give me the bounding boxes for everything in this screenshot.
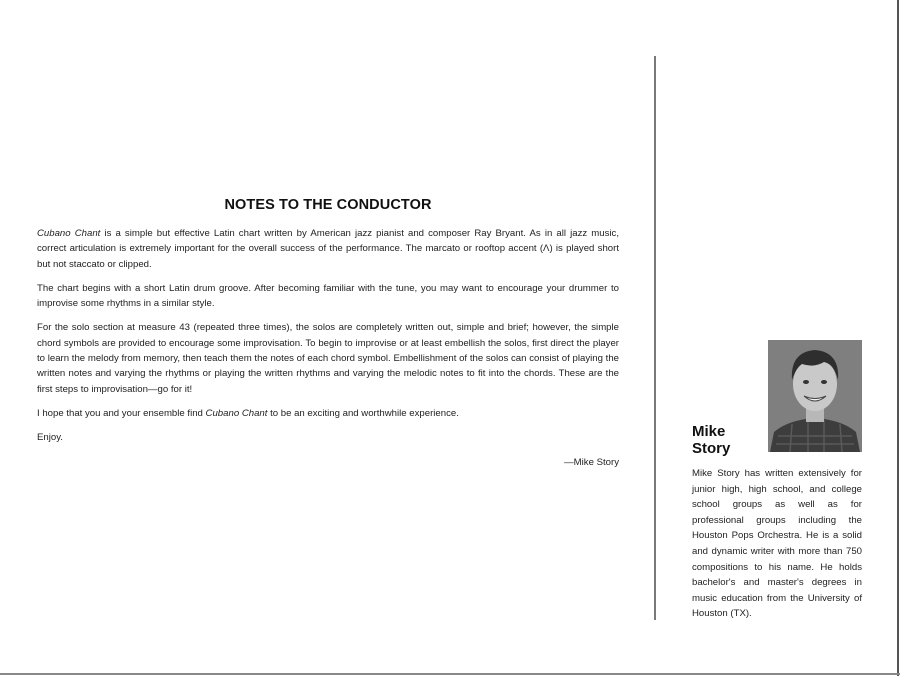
column-divider [654, 56, 656, 620]
page-edge-right [897, 0, 899, 676]
piece-title: Cubano Chant [205, 407, 268, 419]
paragraph-1-text: is a simple but effective Latin chart written by American jazz pianist and composer Ray Bryant. As in all jazz music, correct articulation is extremely important for the overall success of the performance. The marcato or rooftop accent (Λ) is played short but not staccato or clipped. [37, 228, 620, 270]
paragraph-4-before: I hope that you and your ensemble find [37, 407, 206, 419]
notes-section [37, 197, 619, 479]
notes-paragraph-4 [37, 406, 619, 421]
page-edge-bottom [0, 673, 900, 675]
notes-heading: NOTES TO THE CONDUCTOR [224, 197, 432, 213]
bio-last-name: Story [692, 440, 731, 457]
notes-signature: —Mike Story [564, 456, 619, 468]
piece-title: Cubano Chant [37, 228, 101, 239]
bio-first-name: Mike [692, 423, 726, 440]
notes-paragraph-5: Enjoy. [37, 432, 63, 444]
bio-text: Mike Story has written extensively for junior high, high school, and college school groups as well as for professional groups including the Houston Pops Orchestra. He is a solid and dynamic writer with more than 750 compositions to his name. He holds bachelor's and master's degrees in music education from the University of Houston (TX). [692, 468, 862, 620]
notes-paragraph-1 [37, 226, 619, 272]
bio-name [692, 423, 762, 457]
author-photo [768, 340, 862, 452]
notes-paragraph-2: The chart begins with a short Latin drum groove. After becoming familiar with the tune, you may want to encourage your drummer to improvise some rhythms in a similar style. [37, 282, 619, 310]
author-portrait-icon [768, 340, 862, 452]
paragraph-4-after: to be an exciting and worthwhile experience. [267, 407, 459, 419]
notes-paragraph-3: For the solo section at measure 43 (repeated three times), the solos are completely written out, simple and brief; however, the simple chord symbols are provided to encourage some improvisation. To begin to improvise or at least embellish the solos, first direct the player to learn the melody from memory, then teach them the notes of each chord symbol. Embellishment of the solos can consist of playing the written notes and varying the rhythms or playing the written rhythms and varying the melodic notes to fit into the chords. These are the first steps to improvisation—go for it! [37, 322, 619, 395]
